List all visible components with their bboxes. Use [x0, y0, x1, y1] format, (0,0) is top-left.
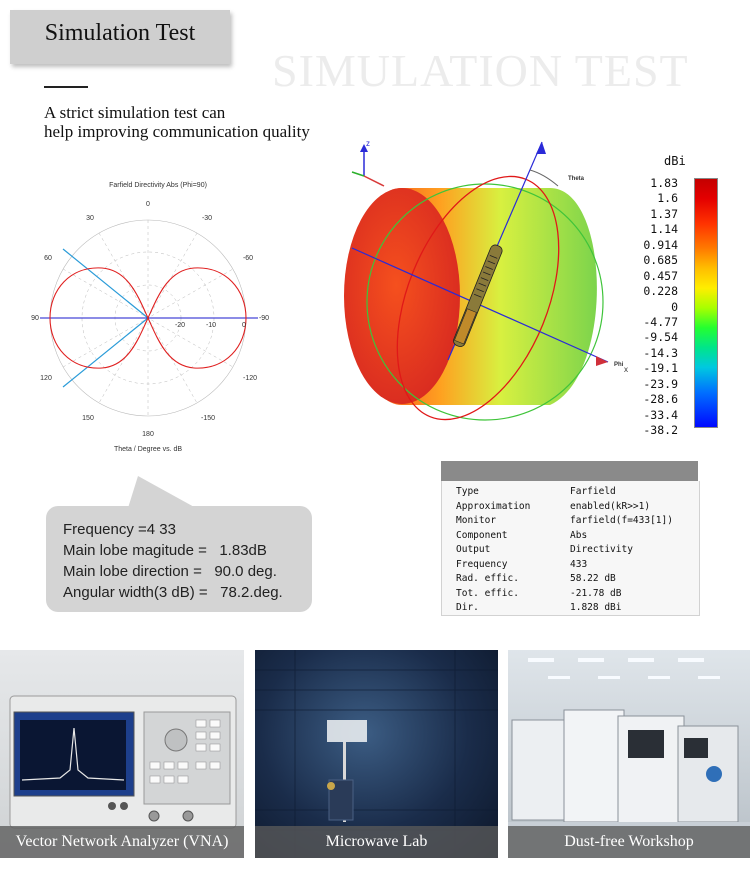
table-key: Monitor	[456, 515, 497, 526]
table-value: 433	[570, 558, 588, 570]
table-key: Frequency	[456, 558, 508, 570]
table-value: 1.828 dBi	[570, 602, 622, 613]
photo-microwave-lab	[255, 650, 498, 858]
subtitle-line-2: help improving communication quality	[44, 122, 310, 141]
table-key: Output	[456, 544, 491, 555]
beam-edge-upper	[63, 249, 148, 318]
phi-axis-label: Phi	[614, 362, 624, 368]
table-key: Approximation	[456, 500, 531, 512]
angle-label-120: 120	[40, 375, 52, 382]
color-scale-labels	[620, 176, 678, 438]
page-title: Simulation Test	[44, 20, 196, 46]
table-key: Component	[456, 529, 508, 541]
callout-angular-width: Angular width(3 dB) = 78.2.deg.	[63, 584, 283, 601]
angle-label-90: 90	[31, 315, 39, 322]
table-row	[456, 500, 696, 515]
scale-label: -23.9	[643, 376, 678, 391]
scale-label: -38.2	[643, 423, 678, 437]
callout-main-lobe-direction: Main lobe direction = 90.0 deg.	[63, 563, 277, 580]
angle-label-0: 0	[146, 201, 150, 208]
scale-label: -14.3	[643, 345, 678, 360]
watermark-text: SIMULATION TEST	[272, 45, 689, 96]
scale-label: 0.914	[643, 237, 678, 252]
table-row	[456, 558, 696, 573]
polar-chart-title: Farfield Directivity Abs (Phi=90)	[109, 182, 207, 189]
table-value: enabled(kR>>1)	[570, 500, 651, 512]
3d-radiation-pattern	[330, 130, 640, 440]
table-key: Dir.	[456, 602, 479, 613]
scale-label: 1.83	[650, 176, 678, 190]
table-row	[456, 601, 696, 616]
info-table-header	[441, 461, 698, 481]
angle-label-30: 30	[86, 215, 94, 222]
table-row	[456, 514, 696, 529]
table-value: Abs	[570, 529, 588, 541]
angle-label-neg120: -120	[242, 375, 258, 382]
table-key: Tot. effic.	[456, 587, 519, 599]
table-value: Directivity	[570, 544, 633, 555]
polar-directivity-chart	[30, 178, 286, 454]
title-underline	[44, 86, 88, 88]
scale-label: 1.6	[657, 191, 678, 206]
callout-frequency: Frequency =4 33	[63, 521, 176, 538]
callout-tail	[128, 476, 196, 508]
angle-label-180: 180	[142, 431, 154, 438]
z-axis-label: z	[366, 139, 370, 148]
photo-caption-vna: Vector Network Analyzer (VNA)	[0, 826, 244, 858]
table-row	[456, 529, 696, 544]
callout-main-lobe-magnitude: Main lobe magitude = 1.83dB	[63, 542, 267, 559]
photo-vna	[0, 650, 244, 858]
table-row	[456, 485, 696, 500]
photo-dust-free-workshop	[508, 650, 750, 858]
scale-label: 0	[671, 299, 678, 314]
beam-edge-lower	[63, 318, 148, 387]
scale-label: 0.228	[643, 284, 678, 299]
angle-label-150: 150	[82, 415, 94, 422]
subtitle-line-1: A strict simulation test can	[44, 103, 226, 122]
radial-label-neg10: -10	[205, 322, 217, 329]
scale-label: 1.14	[650, 222, 678, 237]
scale-label: -4.77	[643, 314, 678, 329]
table-key: Type	[456, 486, 479, 497]
table-value: 58.22 dB	[570, 573, 616, 584]
table-key: Rad. effic.	[456, 573, 519, 584]
scale-label: -9.54	[643, 330, 678, 345]
scale-label: -19.1	[643, 361, 678, 376]
color-scale-bar	[694, 178, 718, 428]
angle-label-neg60: -60	[242, 255, 254, 262]
scale-unit: dBi	[664, 154, 686, 168]
scale-label: -28.6	[643, 392, 678, 407]
table-value: -21.78 dB	[570, 587, 622, 599]
table-row	[456, 543, 696, 558]
results-callout	[46, 506, 312, 612]
table-row	[456, 587, 696, 602]
table-value: Farfield	[570, 486, 616, 497]
info-table	[441, 481, 700, 616]
photo-caption-microwave-lab: Microwave Lab	[255, 826, 498, 858]
table-row	[456, 572, 696, 587]
photo-caption-workshop: Dust-free Workshop	[508, 826, 750, 858]
angle-label-60: 60	[44, 255, 52, 262]
scale-label: -33.4	[643, 407, 678, 422]
x-axis-label: x	[624, 365, 628, 374]
axis-triad	[352, 139, 384, 186]
scale-label: 0.685	[643, 253, 678, 268]
subtitle	[44, 103, 310, 141]
polar-xlabel: Theta / Degree vs. dB	[113, 446, 183, 453]
angle-label-neg90: -90	[258, 315, 270, 322]
radial-label-0: 0	[242, 322, 246, 329]
scale-label: 1.37	[650, 206, 678, 221]
theta-axis-label: Theta	[568, 176, 585, 182]
table-value: farfield(f=433[1])	[570, 515, 673, 526]
radial-label-neg20: -20	[174, 322, 186, 329]
scale-label: 0.457	[643, 268, 678, 283]
angle-label-neg150: -150	[200, 415, 216, 422]
angle-label-neg30: -30	[201, 215, 213, 222]
